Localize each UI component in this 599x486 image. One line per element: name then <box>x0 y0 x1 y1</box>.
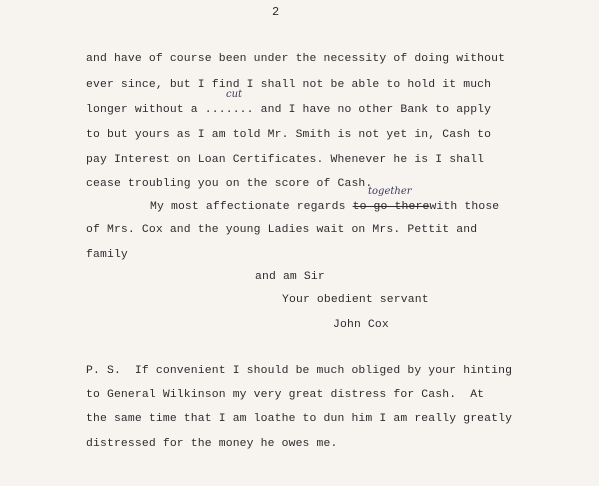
handwritten-cut: cut <box>226 89 243 100</box>
body-line-2: ever since, but I find I shall not be able to hold it much <box>86 79 492 91</box>
closing-line-1: and am Sir <box>255 271 325 283</box>
handwritten-together: together <box>368 186 412 197</box>
body-line-1: and have of course been under the necessity of doing without <box>86 53 506 65</box>
ps-line-2: to General Wilkinson my very great distress for Cash. At <box>86 389 485 401</box>
ps-line-1: P. S. If convenient I should be much obliged by your hinting <box>86 365 513 377</box>
paragraph2-line-1: My most affectionate regards to go therewith those <box>150 201 500 213</box>
body-line-5: pay Interest on Loan Certificates. Whenever he is I shall <box>86 154 485 166</box>
page-number: 2 <box>272 5 280 19</box>
body-line-4: to but yours as I am told Mr. Smith is not yet in, Cash to <box>86 129 492 141</box>
paragraph2-line-3: family <box>86 249 128 261</box>
ps-line-4: distressed for the money he owes me. <box>86 438 338 450</box>
signature-name: John Cox <box>333 319 389 331</box>
body-line-6: cease troubling you on the score of Cash. <box>86 178 373 190</box>
ps-line-3: the same time that I am loathe to dun him I am really greatly <box>86 413 513 425</box>
body-line-3: longer without a ....... and I have no other Bank to apply <box>86 104 492 116</box>
paragraph2-line-2: of Mrs. Cox and the young Ladies wait on Mrs. Pettit and <box>86 224 478 236</box>
struck-text: to go there <box>352 201 430 213</box>
closing-line-2: Your obedient servant <box>282 294 429 306</box>
